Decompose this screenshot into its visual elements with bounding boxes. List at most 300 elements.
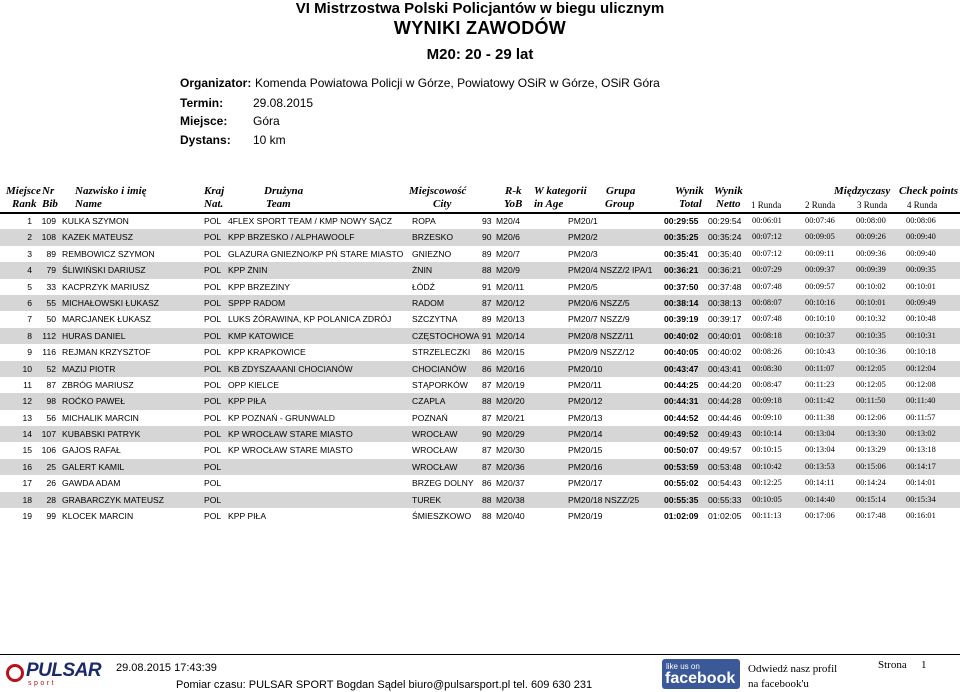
cell-rank: 4 (27, 265, 32, 276)
cell-split-3: 00:15:06 (856, 461, 886, 471)
cell-bib: 79 (46, 265, 56, 276)
cell-yob: 90 (482, 429, 492, 440)
cell-category: M20/40 (496, 511, 525, 522)
cell-nat: POL (204, 281, 222, 292)
cell-split-2: 00:11:42 (805, 396, 835, 406)
cell-split-4: 00:09:40 (906, 248, 936, 258)
cell-name: HURAS DANIEL (62, 330, 126, 341)
cell-name: KLOCEK MARCIN (62, 511, 134, 522)
cell-yob: 87 (482, 461, 492, 472)
cell-split-4: 00:12:04 (906, 363, 936, 373)
cell-nat: POL (204, 445, 222, 456)
cell-name: GALERT KAMIL (62, 461, 125, 472)
cell-split-3: 00:14:24 (856, 478, 886, 488)
cell-split-2: 00:09:05 (805, 232, 835, 242)
col-rank: Rank (12, 198, 37, 210)
cell-team: KPP PIŁA (228, 511, 267, 522)
table-row (0, 377, 960, 393)
table-row (0, 442, 960, 458)
cell-netto: 00:49:43 (708, 429, 742, 440)
col-kraj: Kraj (204, 185, 225, 197)
cell-category: M20/7 (496, 248, 520, 259)
cell-rank: 19 (22, 511, 32, 522)
cell-split-2: 00:09:57 (805, 281, 835, 291)
cell-split-3: 00:12:05 (856, 363, 886, 373)
cell-netto: 00:39:17 (708, 314, 742, 325)
col-miejsce: Miejsce (6, 185, 41, 197)
cell-nat: POL (204, 412, 222, 423)
cell-group: PM20/10 (568, 363, 603, 374)
cell-name: KUBABSKI PATRYK (62, 429, 141, 440)
cell-split-1: 00:11:13 (752, 511, 782, 521)
cell-netto: 00:44:20 (708, 379, 742, 390)
cell-bib: 26 (46, 478, 56, 489)
cell-bib: 33 (46, 281, 56, 292)
cell-group: PM20/2 (568, 232, 598, 243)
cell-category: M20/9 (496, 265, 520, 276)
cell-group: PM20/4 NSZZ/2 IPA/1 (568, 265, 653, 276)
cell-netto: 00:43:41 (708, 363, 742, 374)
cell-rank: 12 (22, 396, 32, 407)
cell-name: GRABARCZYK MATEUSZ (62, 494, 165, 505)
cell-split-2: 00:13:53 (805, 461, 835, 471)
cell-group: PM20/8 NSZZ/11 (568, 330, 634, 341)
cell-name: ŚLIWIŃSKI DARIUSZ (62, 265, 146, 276)
cell-split-2: 00:13:04 (805, 429, 835, 439)
cell-split-2: 00:14:40 (805, 494, 835, 504)
organizer-value: Komenda Powiatowa Policji w Górze, Powiatowy OSiR w Górze, OSiR Góra (255, 76, 660, 90)
cell-split-1: 00:07:12 (752, 232, 782, 242)
table-header (0, 185, 960, 215)
cell-netto: 00:36:21 (708, 265, 742, 276)
col-total: Total (679, 198, 702, 210)
cell-bib: 55 (46, 297, 56, 308)
cell-nat: POL (204, 396, 222, 407)
cell-category: M20/12 (496, 297, 525, 308)
col-inage: in Age (534, 198, 564, 210)
cell-split-1: 00:09:10 (752, 412, 782, 422)
table-row (0, 492, 960, 508)
cell-split-4: 00:09:49 (906, 297, 936, 307)
cell-team: KP WROCŁAW STARE MIASTO (228, 445, 353, 456)
cell-netto: 00:37:48 (708, 281, 742, 292)
cell-group: PM20/15 (568, 445, 603, 456)
cell-name: KAZEK MATEUSZ (62, 232, 133, 243)
logo-sub: sport (28, 680, 57, 687)
col-wynik-netto: Wynik (714, 185, 743, 197)
table-row (0, 262, 960, 278)
cell-team: OPP KIELCE (228, 379, 279, 390)
cell-total: 00:44:52 (664, 412, 699, 423)
page-label: Strona (878, 659, 907, 671)
cell-total: 00:35:41 (664, 248, 699, 259)
cell-team: KB ZDYSZAAANI CHOCIANÓW (228, 363, 353, 374)
cell-city: ŚMIESZKOWO (412, 511, 472, 522)
cell-netto: 00:49:57 (708, 445, 742, 456)
cell-split-4: 00:09:35 (906, 265, 936, 275)
col-netto: Netto (716, 198, 741, 210)
cell-name: GAWDA ADAM (62, 478, 121, 489)
cell-team: KPP PIŁA (228, 396, 267, 407)
cell-team: KP POZNAŃ - GRUNWALD (228, 412, 335, 423)
cell-split-2: 00:09:37 (805, 265, 835, 275)
cell-nat: POL (204, 314, 222, 325)
cell-yob: 88 (482, 265, 492, 276)
cell-category: M20/21 (496, 412, 525, 423)
cell-netto: 00:55:33 (708, 494, 742, 505)
col-runda-1: 1 Runda (751, 200, 782, 210)
cell-group: PM20/14 (568, 429, 603, 440)
col-wkategorii: W kategorii (534, 185, 587, 197)
cell-group: PM20/13 (568, 412, 603, 423)
cell-split-1: 00:08:47 (752, 379, 782, 389)
cell-city: RADOM (412, 297, 444, 308)
distance-label: Dystans: (180, 133, 231, 147)
cell-category: M20/6 (496, 232, 520, 243)
cell-split-3: 00:10:35 (856, 330, 886, 340)
cell-category: M20/30 (496, 445, 525, 456)
col-nazwisko: Nazwisko i imię (75, 185, 147, 197)
table-row (0, 508, 960, 524)
cell-split-2: 00:14:11 (805, 478, 835, 488)
cell-team: KPP KRAPKOWICE (228, 347, 306, 358)
cell-split-3: 00:08:00 (856, 216, 886, 225)
cell-category: M20/19 (496, 379, 525, 390)
cell-split-2: 00:10:43 (805, 347, 835, 357)
cell-yob: 90 (482, 232, 492, 243)
cell-group: PM20/16 (568, 461, 603, 472)
pulsar-logo (4, 660, 102, 690)
cell-category: M20/14 (496, 330, 525, 341)
page-number: 1 (921, 659, 927, 671)
cell-split-1: 00:12:25 (752, 478, 782, 488)
cell-team: KMP KATOWICE (228, 330, 294, 341)
col-nat: Nat. (204, 198, 224, 210)
cell-name: REJMAN KRZYSZTOF (62, 347, 151, 358)
cell-split-1: 00:09:18 (752, 396, 782, 406)
cell-team: KPP BRZESKO / ALPHAWOOLF (228, 232, 355, 243)
cell-total: 00:49:52 (664, 429, 699, 440)
cell-group: PM20/12 (568, 396, 603, 407)
facebook-icon: facebook (665, 670, 736, 687)
cell-split-4: 00:14:17 (906, 461, 936, 471)
col-name: Name (75, 198, 102, 210)
cell-split-1: 00:08:30 (752, 363, 782, 373)
col-wynik-total: Wynik (675, 185, 704, 197)
cell-rank: 10 (22, 363, 32, 374)
cell-split-2: 00:17:06 (805, 511, 835, 521)
table-row (0, 311, 960, 327)
print-datetime: 29.08.2015 17:43:39 (116, 662, 217, 674)
cell-bib: 25 (46, 461, 56, 472)
cell-rank: 16 (22, 461, 32, 472)
cell-split-2: 00:09:11 (805, 248, 835, 258)
cell-group: PM20/1 (568, 216, 598, 226)
cell-group: PM20/18 NSZZ/25 (568, 494, 640, 505)
table-row (0, 361, 960, 377)
distance-value: 10 km (253, 133, 286, 147)
cell-rank: 11 (23, 379, 32, 390)
category-heading: M20: 20 - 29 lat (426, 46, 534, 63)
cell-category: M20/36 (496, 461, 525, 472)
cell-team: 4FLEX SPORT TEAM / KMP NOWY SĄCZ (228, 216, 392, 226)
cell-split-3: 00:13:30 (856, 429, 886, 439)
col-city: City (433, 198, 452, 210)
table-row (0, 229, 960, 245)
cell-rank: 2 (27, 232, 32, 243)
cell-rank: 15 (22, 445, 32, 456)
cell-nat: POL (204, 363, 222, 374)
cell-split-2: 00:11:23 (805, 379, 835, 389)
cell-split-1: 00:07:29 (752, 265, 782, 275)
cell-split-4: 00:10:48 (906, 314, 936, 324)
cell-team: LUKS ŻÓRAWINA, KP POLANICA ZDRÓJ (228, 314, 392, 325)
cell-split-1: 00:07:12 (752, 248, 782, 258)
cell-split-2: 00:10:10 (805, 314, 835, 324)
cell-split-3: 00:11:50 (856, 396, 886, 406)
cell-category: M20/16 (496, 363, 525, 374)
cell-category: M20/11 (496, 281, 525, 292)
cell-bib: 50 (46, 314, 56, 325)
cell-split-4: 00:14:01 (906, 478, 936, 488)
cell-nat: POL (204, 429, 222, 440)
cell-nat: POL (204, 347, 222, 358)
results-heading: WYNIKI ZAWODÓW (393, 18, 567, 38)
cell-split-3: 00:12:05 (856, 379, 886, 389)
table-row (0, 475, 960, 491)
cell-yob: 87 (482, 379, 492, 390)
cell-total: 00:37:50 (664, 281, 699, 292)
cell-rank: 17 (22, 478, 32, 489)
cell-group: PM20/5 (568, 281, 598, 292)
cell-split-2: 00:07:46 (805, 216, 835, 225)
results-table (0, 213, 960, 524)
table-row (0, 344, 960, 360)
cell-team: SPPP RADOM (228, 297, 286, 308)
cell-name: MAZIJ PIOTR (62, 363, 116, 374)
cell-name: KULKA SZYMON (62, 216, 129, 226)
event-title: VI Mistrzostwa Polski Policjantów w biegu ulicznym (295, 0, 665, 17)
fb-like-text: like us on (666, 662, 700, 671)
cell-split-1: 00:07:48 (752, 281, 782, 291)
cell-total: 00:44:25 (664, 379, 699, 390)
cell-rank: 18 (22, 494, 32, 505)
cell-split-2: 00:11:07 (805, 363, 835, 373)
col-rk: R-k (505, 185, 522, 197)
cell-nat: POL (204, 494, 222, 505)
col-checkpoints: Check points (899, 185, 958, 197)
date-label: Termin: (180, 96, 224, 110)
cell-split-1: 00:07:48 (752, 314, 782, 324)
visit-profile-line1: Odwiedź nasz profil (748, 663, 838, 675)
cell-bib: 89 (46, 248, 56, 259)
cell-netto: 00:38:13 (708, 297, 742, 308)
cell-group: PM20/9 NSZZ/12 (568, 347, 635, 358)
cell-netto: 00:44:46 (708, 412, 742, 423)
cell-yob: 86 (482, 363, 492, 374)
cell-rank: 5 (27, 281, 32, 292)
cell-bib: 108 (41, 232, 56, 243)
cell-total: 00:39:19 (664, 314, 699, 325)
col-miedzyczasy: Międzyczasy (834, 185, 891, 197)
cell-split-4: 00:13:02 (906, 429, 936, 439)
cell-city: ROPA (412, 216, 436, 226)
cell-netto: 00:40:02 (708, 347, 742, 358)
cell-yob: 87 (482, 297, 492, 308)
cell-name: ROĆKO PAWEŁ (62, 396, 126, 407)
cell-name: MARCJANEK ŁUKASZ (62, 314, 151, 325)
cell-city: WROCŁAW (412, 461, 458, 472)
table-row (0, 459, 960, 475)
cell-group: PM20/17 (568, 478, 603, 489)
cell-nat: POL (204, 379, 222, 390)
cell-city: CZAPLA (412, 396, 446, 407)
table-row (0, 393, 960, 409)
cell-team: KP WROCŁAW STARE MIASTO (228, 429, 353, 440)
cell-split-1: 00:08:26 (752, 347, 782, 357)
pulsar-logo-mark-icon (6, 664, 24, 682)
col-group: Group (605, 198, 635, 210)
cell-bib: 112 (42, 330, 56, 341)
visit-profile-line2: na facebook'u (748, 678, 809, 690)
cell-category: M20/4 (496, 216, 520, 226)
timing-credit: Pomiar czasu: PULSAR SPORT Bogdan Sądel biuro@pulsarsport.pl tel. 609 630 231 (176, 679, 593, 691)
cell-rank: 14 (22, 429, 32, 440)
cell-yob: 86 (482, 347, 492, 358)
cell-split-1: 00:10:14 (752, 429, 782, 439)
cell-city: BRZESKO (412, 232, 454, 243)
cell-split-4: 00:11:57 (906, 412, 936, 422)
cell-category: M20/15 (496, 347, 525, 358)
table-row (0, 213, 960, 229)
cell-city: WROCŁAW (412, 429, 458, 440)
cell-bib: 116 (42, 347, 56, 358)
cell-category: M20/13 (496, 314, 525, 325)
cell-split-1: 00:08:18 (752, 330, 782, 340)
cell-city: BRZEG DOLNY (412, 478, 474, 489)
cell-rank: 7 (27, 314, 32, 325)
cell-name: REMBOWICZ SZYMON (62, 248, 155, 259)
cell-group: PM20/7 NSZZ/9 (568, 314, 630, 325)
col-yob: YoB (504, 198, 523, 210)
cell-total: 00:53:59 (664, 461, 699, 472)
cell-name: ZBRÓG MARIUSZ (62, 379, 134, 390)
cell-split-2: 00:10:37 (805, 330, 835, 340)
cell-total: 00:29:55 (664, 216, 699, 226)
cell-bib: 28 (46, 494, 56, 505)
cell-city: STĄPORKÓW (412, 379, 468, 390)
cell-city: CZĘSTOCHOWA (412, 330, 480, 341)
cell-bib: 107 (41, 429, 56, 440)
cell-total: 00:40:02 (664, 330, 699, 341)
cell-team: KPP ŻNIN (228, 265, 268, 276)
cell-city: ŻNIN (412, 265, 433, 276)
cell-yob: 87 (482, 445, 492, 456)
cell-total: 00:36:21 (664, 265, 699, 276)
cell-split-1: 00:06:01 (752, 216, 782, 225)
cell-netto: 00:53:48 (708, 461, 742, 472)
facebook-badge[interactable] (662, 659, 740, 689)
table-row (0, 328, 960, 344)
cell-total: 00:44:31 (664, 396, 699, 407)
cell-split-4: 00:08:06 (906, 216, 936, 225)
cell-nat: POL (204, 232, 222, 243)
cell-bib: 52 (46, 363, 56, 374)
cell-city: STRZELECZKI (412, 347, 471, 358)
logo-main: PULSAR (26, 660, 102, 681)
cell-category: M20/29 (496, 429, 525, 440)
cell-rank: 9 (27, 347, 32, 358)
cell-rank: 13 (22, 412, 32, 423)
cell-nat: POL (204, 248, 222, 259)
cell-bib: 87 (46, 379, 56, 390)
cell-category: M20/37 (496, 478, 525, 489)
cell-nat: POL (204, 216, 222, 226)
cell-split-1: 00:10:15 (752, 445, 782, 455)
cell-yob: 88 (482, 396, 492, 407)
cell-city: POZNAŃ (412, 412, 448, 423)
cell-split-4: 00:10:31 (906, 330, 936, 340)
table-row (0, 246, 960, 262)
cell-nat: POL (204, 478, 222, 489)
cell-split-4: 00:11:40 (906, 396, 936, 406)
cell-netto: 00:35:40 (708, 248, 742, 259)
cell-name: MICHALIK MARCIN (62, 412, 139, 423)
table-row (0, 410, 960, 426)
cell-name: MICHAŁOWSKI ŁUKASZ (62, 297, 159, 308)
col-runda-4: 4 Runda (907, 200, 938, 210)
cell-bib: 109 (41, 216, 56, 226)
cell-yob: 89 (482, 248, 492, 259)
cell-bib: 98 (46, 396, 56, 407)
cell-team: KPP BRZEZINY (228, 281, 290, 292)
cell-split-3: 00:09:36 (856, 248, 886, 258)
cell-split-3: 00:09:26 (856, 232, 886, 242)
cell-split-4: 00:09:40 (906, 232, 936, 242)
cell-total: 00:38:14 (664, 297, 699, 308)
cell-nat: POL (204, 461, 222, 472)
cell-yob: 89 (482, 314, 492, 325)
cell-yob: 91 (482, 281, 492, 292)
col-grupa: Grupa (606, 185, 636, 197)
cell-rank: 3 (27, 248, 32, 259)
cell-split-2: 00:10:16 (805, 297, 835, 307)
col-nr: Nr (42, 185, 55, 197)
cell-total: 00:55:35 (664, 494, 699, 505)
cell-netto: 00:40:01 (708, 330, 742, 341)
cell-netto: 00:35:24 (708, 232, 742, 243)
cell-split-2: 00:11:38 (805, 412, 835, 422)
cell-total: 01:02:09 (664, 511, 699, 522)
cell-netto: 01:02:05 (708, 511, 742, 522)
cell-city: TUREK (412, 494, 442, 505)
cell-yob: 87 (482, 412, 492, 423)
cell-bib: 56 (46, 412, 56, 423)
table-row (0, 295, 960, 311)
cell-group: PM20/6 NSZZ/5 (568, 297, 630, 308)
cell-split-3: 00:17:48 (856, 511, 886, 521)
date-value: 29.08.2015 (253, 96, 314, 110)
cell-name: KACPRZYK MARIUSZ (62, 281, 150, 292)
cell-split-3: 00:13:29 (856, 445, 886, 455)
cell-group: PM20/11 (568, 379, 602, 390)
cell-split-3: 00:12:06 (856, 412, 886, 422)
cell-nat: POL (204, 297, 222, 308)
cell-split-3: 00:15:14 (856, 494, 886, 504)
cell-rank: 1 (27, 216, 32, 226)
cell-split-4: 00:10:01 (906, 281, 936, 291)
cell-split-3: 00:09:39 (856, 265, 886, 275)
